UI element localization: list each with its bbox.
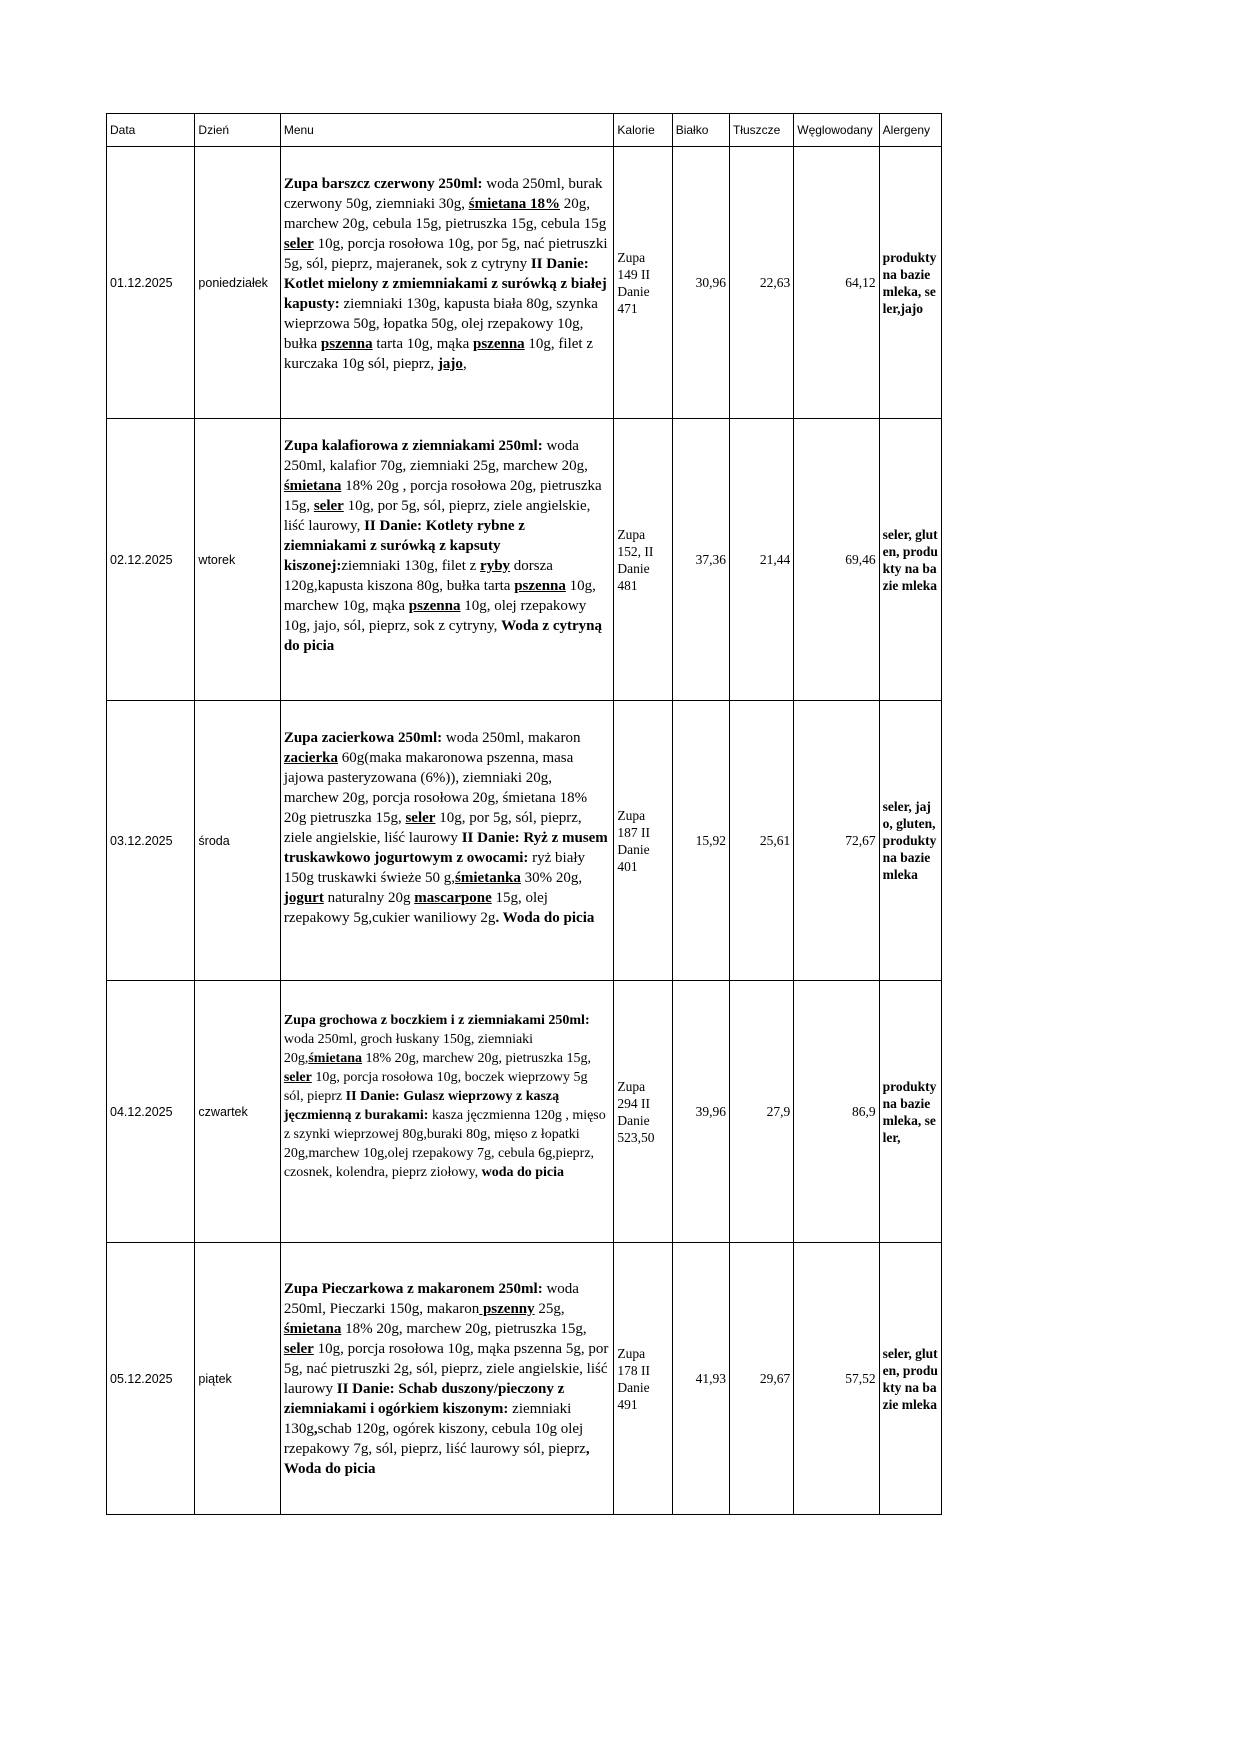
menu-text-emphasis: II Danie: Kotlety rybne z ziemniakami z surówką z kapsuty kiszonej: <box>283 517 525 574</box>
menu-text-emphasis: ryby <box>480 557 511 574</box>
fat-cell: 29,67 <box>729 1243 793 1515</box>
menu-text-emphasis: jajo <box>437 355 463 372</box>
table-row <box>107 1243 942 1515</box>
menu-cell <box>280 147 614 419</box>
menu-text: ryż biały 150g truskawki świeże 50 g, <box>283 849 586 886</box>
menu-text-emphasis: seler <box>283 1070 312 1085</box>
carbs-cell: 57,52 <box>794 1243 879 1515</box>
menu-text-emphasis: śmietana <box>283 477 342 494</box>
menu-text-emphasis: pszenna <box>320 335 373 352</box>
menu-text-emphasis: II Danie: Ryż z musem truskawkowo jogurtowym z owocami: <box>283 829 608 866</box>
day-cell: poniedziałek <box>195 147 280 419</box>
menu-text: 60g(maka makaronowa pszenna, masa jajowa pasteryzowana (6%)), ziemniaki 20g, marchew 20g, porcja rosołowa 20g, śmietana 18% 20g pietruszka 15g, <box>283 749 588 826</box>
header-carbs: Węglowodany <box>794 114 879 147</box>
menu-text: woda 250ml, groch łuskany 150g, ziemniaki 20g, <box>283 1032 534 1066</box>
menu-text-emphasis: II Danie: Schab duszony/pieczony z ziemniakami i ogórkiem kiszonym: <box>283 1380 565 1417</box>
menu-text-emphasis: jogurt <box>283 889 324 906</box>
day-cell: czwartek <box>195 981 280 1243</box>
menu-text: 18% 20g, marchew 20g, pietruszka 15g, <box>341 1320 587 1337</box>
menu-text-emphasis: . Woda do picia <box>495 909 595 926</box>
menu-text-emphasis: seler <box>313 497 344 514</box>
carbs-cell: 86,9 <box>794 981 879 1243</box>
menu-text-emphasis: Zupa barszcz czerwony 250ml: <box>283 175 483 192</box>
allergens-cell: produkty na bazie mleka, seler, <box>879 981 941 1243</box>
menu-text: woda 250ml, makaron <box>442 729 581 746</box>
menu-text-emphasis: śmietana 18% <box>468 195 561 212</box>
menu-text-emphasis: śmietanka <box>455 869 521 886</box>
menu-text-emphasis: Zupa kalafiorowa z ziemniakami 250ml: <box>283 437 543 454</box>
table-row <box>107 419 942 701</box>
menu-text: ziemniaki 130g, kapusta biała 80g, szynka wieprzowa 50g, łopatka 50g, olej rzepakowy 10g, bułka <box>283 295 598 352</box>
protein-cell: 41,93 <box>672 1243 729 1515</box>
menu-text: 10g, marchew 10g, mąka <box>283 577 596 614</box>
menu-cell <box>280 1243 614 1515</box>
menu-text-emphasis: seler <box>283 1340 314 1357</box>
date-cell: 05.12.2025 <box>107 1243 195 1515</box>
carbs-cell: 72,67 <box>794 701 879 981</box>
menu-cell <box>280 981 614 1243</box>
menu-text: 10g, por 5g, sól, pieprz, ziele angielskie, liść laurowy, <box>283 497 591 534</box>
menu-text: ziemniaki 130g, filet z <box>341 557 481 574</box>
allergens-cell: produkty na bazie mleka, seler,jajo <box>879 147 941 419</box>
menu-text: 10g, olej rzepakowy 10g, jajo, sól, pieprz, sok z cytryny, <box>283 597 587 634</box>
menu-text-emphasis: II Danie: Kotlet mielony z zmiemniakami z surówką z białej kapusty: <box>283 255 607 312</box>
calories-cell: Zupa 294 II Danie 523,50 <box>614 981 672 1243</box>
menu-text-emphasis: mascarpone <box>414 889 492 906</box>
header-date: Data <box>107 114 195 147</box>
protein-cell: 39,96 <box>672 981 729 1243</box>
fat-cell: 25,61 <box>729 701 793 981</box>
menu-text-emphasis: , Woda do picia <box>283 1440 590 1477</box>
menu-text: 10g, porcja rosołowa 10g, por 5g, nać pietruszki 5g, sól, pieprz, majeranek, sok z cytryny <box>283 235 608 272</box>
menu-text: woda 250ml, burak czerwony 50g, ziemniaki 30g, <box>283 175 603 212</box>
date-cell: 01.12.2025 <box>107 147 195 419</box>
table-row <box>107 981 942 1243</box>
menu-text-emphasis: Woda z cytryną do picia <box>283 617 602 654</box>
menu-text: schab 120g, ogórek kiszony, cebula 10g olej rzepakowy 7g, sól, pieprz, liść laurowy sól, pieprz <box>283 1420 586 1457</box>
allergens-cell: seler, jajo, gluten, produkty na bazie mleka <box>879 701 941 981</box>
menu-text: dorsza 120g,kapusta kiszona 80g, bułka tarta <box>283 557 553 594</box>
menu-text: naturalny 20g <box>323 889 415 906</box>
weekly-menu-table <box>106 113 942 1515</box>
protein-cell: 30,96 <box>672 147 729 419</box>
menu-text: 10g, porcja rosołowa 10g, mąka pszenna 5g, por 5g, nać pietruszki 2g, sól, pieprz, ziele angielskie, liść laurowy <box>283 1340 609 1397</box>
menu-text-emphasis: II Danie: Gulasz wieprzowy z kaszą jęczmienną z burakami: <box>283 1089 560 1123</box>
header-protein: Białko <box>672 114 729 147</box>
date-cell: 04.12.2025 <box>107 981 195 1243</box>
protein-cell: 15,92 <box>672 701 729 981</box>
menu-text: 20g, marchew 20g, cebula 15g, pietruszka 15g, cebula 15g <box>283 195 607 232</box>
menu-text-emphasis: seler <box>405 809 436 826</box>
menu-text: 18% 20g, marchew 20g, pietruszka 15g, <box>362 1051 591 1066</box>
menu-text: , <box>462 355 467 372</box>
allergens-cell: seler, gluten, produkty na bazie mleka <box>879 419 941 701</box>
protein-cell: 37,36 <box>672 419 729 701</box>
header-calories: Kalorie <box>614 114 672 147</box>
menu-text-emphasis: zacierka <box>283 749 338 766</box>
menu-text-emphasis: woda do picia <box>481 1165 565 1180</box>
menu-text-emphasis: pszenna <box>408 597 461 614</box>
menu-text-emphasis: śmietana <box>283 1320 342 1337</box>
calories-cell: Zupa 149 II Danie 471 <box>614 147 672 419</box>
menu-text: 15g, olej rzepakowy 5g,cukier waniliowy 2g <box>283 889 548 926</box>
date-cell: 03.12.2025 <box>107 701 195 981</box>
header-fat: Tłuszcze <box>729 114 793 147</box>
menu-text: 10g, porcja rosołowa 10g, boczek wieprzowy 5g sól, pieprz <box>283 1070 588 1104</box>
menu-text-emphasis: pszenna <box>472 335 525 352</box>
menu-text: 10g, filet z kurczaka 10g sól, pieprz, <box>283 335 593 372</box>
header-allergens: Alergeny <box>879 114 941 147</box>
menu-text: kasza jęczmienna 120g , mięso z szynki wieprzowej 80g,buraki 80g, mięso z łopatki 20g,marchew 10g,olej rzepakowy 7g, cebula 6g,pieprz, czosnek, kolendra, pieprz ziołowy, <box>283 1108 606 1180</box>
day-cell: środa <box>195 701 280 981</box>
menu-cell <box>280 419 614 701</box>
carbs-cell: 64,12 <box>794 147 879 419</box>
calories-cell: Zupa 178 II Danie 491 <box>614 1243 672 1515</box>
menu-text: woda 250ml, Pieczarki 150g, makaron <box>283 1280 579 1317</box>
table-row <box>107 147 942 419</box>
menu-text: 25g, <box>534 1300 565 1317</box>
allergens-cell: seler, gluten, produkty na bazie mleka <box>879 1243 941 1515</box>
menu-text-emphasis: , <box>313 1420 318 1437</box>
table-row <box>107 701 942 981</box>
header-row <box>107 114 942 147</box>
date-cell: 02.12.2025 <box>107 419 195 701</box>
fat-cell: 21,44 <box>729 419 793 701</box>
menu-text-emphasis: Zupa zacierkowa 250ml: <box>283 729 443 746</box>
menu-text-emphasis: pszenna <box>514 577 566 594</box>
menu-text-emphasis: Zupa Pieczarkowa z makaronem 250ml: <box>283 1280 543 1297</box>
menu-text-emphasis: pszenny <box>479 1300 535 1317</box>
menu-text: tarta 10g, mąka <box>372 335 473 352</box>
menu-text-emphasis: seler <box>283 235 314 252</box>
menu-text: 18% 20g , porcja rosołowa 20g, pietruszka 15g, <box>283 477 602 514</box>
menu-text-emphasis: śmietana <box>308 1051 362 1066</box>
carbs-cell: 69,46 <box>794 419 879 701</box>
menu-text-emphasis: Zupa grochowa z boczkiem i z ziemniakami 250ml: <box>283 1013 590 1028</box>
header-menu: Menu <box>280 114 614 147</box>
day-cell: piątek <box>195 1243 280 1515</box>
menu-text: 30% 20g, <box>520 869 583 886</box>
calories-cell: Zupa 152, II Danie 481 <box>614 419 672 701</box>
menu-text: 10g, por 5g, sól, pieprz, ziele angielskie, liść laurowy <box>283 809 582 846</box>
fat-cell: 22,63 <box>729 147 793 419</box>
menu-text: woda 250ml, kalafior 70g, ziemniaki 25g, marchew 20g, <box>283 437 588 474</box>
header-day: Dzień <box>195 114 280 147</box>
menu-text: ziemniaki 130g <box>283 1400 572 1437</box>
calories-cell: Zupa 187 II Danie 401 <box>614 701 672 981</box>
day-cell: wtorek <box>195 419 280 701</box>
menu-cell <box>280 701 614 981</box>
fat-cell: 27,9 <box>729 981 793 1243</box>
